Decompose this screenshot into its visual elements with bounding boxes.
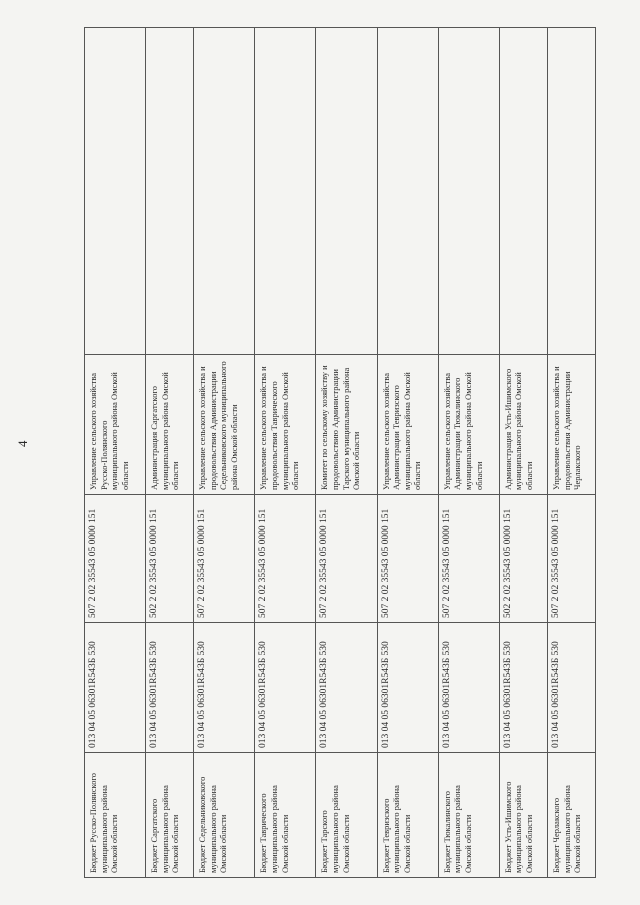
empty-cell xyxy=(377,28,438,355)
empty-cell xyxy=(547,28,595,355)
budget-cell: Бюджет Тевризского муниципального района Омской области xyxy=(377,753,438,878)
revenue-code-cell: 507 2 02 35543 05 0000 151 xyxy=(316,495,377,623)
table-row xyxy=(255,28,316,878)
organization-cell: Управление сельского хозяйства Русско-Полянского муниципального района Омской области xyxy=(85,355,146,495)
revenue-code-cell: 507 2 02 35543 05 0000 151 xyxy=(85,495,146,623)
organization-cell: Управление сельского хозяйства и продовольствия Таврического муниципального района Омской области xyxy=(255,355,316,495)
budget-code-cell: 013 04 05 06301R543Б 530 xyxy=(377,623,438,753)
table-row xyxy=(146,28,194,878)
budget-code-cell: 013 04 05 06301R543Б 530 xyxy=(438,623,499,753)
budget-cell: Бюджет Седельниковского муниципального района Омской области xyxy=(194,753,255,878)
organization-cell: Управление сельского хозяйства и продовольствия Администрации Черлакского xyxy=(547,355,595,495)
revenue-code-cell: 502 2 02 35543 05 0000 151 xyxy=(146,495,194,623)
budget-cell: Бюджет Русско-Полянского муниципального района Омской области xyxy=(85,753,146,878)
organization-cell: Администрация Усть-Ишимского муниципального района Омской области xyxy=(499,355,547,495)
table-row xyxy=(85,28,146,878)
budget-code-cell: 013 04 05 06301R543Б 530 xyxy=(194,623,255,753)
empty-cell xyxy=(316,28,377,355)
budget-table xyxy=(84,27,596,878)
empty-cell xyxy=(499,28,547,355)
empty-cell xyxy=(85,28,146,355)
budget-cell: Бюджет Тюкалинского муниципального района Омской области xyxy=(438,753,499,878)
budget-code-cell: 013 04 05 06301R543Б 530 xyxy=(146,623,194,753)
budget-code-cell: 013 04 05 06301R543Б 530 xyxy=(316,623,377,753)
table-row xyxy=(547,28,595,878)
budget-code-cell: 013 04 05 06301R543Б 530 xyxy=(85,623,146,753)
empty-cell xyxy=(146,28,194,355)
revenue-code-cell: 507 2 02 35543 05 0000 151 xyxy=(255,495,316,623)
empty-cell xyxy=(438,28,499,355)
organization-cell: Комитет по сельскому хозяйству и продовольствию Администрации Тарского муниципального района Омской области xyxy=(316,355,377,495)
budget-cell: Бюджет Черлакского муниципального района Омской области xyxy=(547,753,595,878)
organization-cell: Управление сельского хозяйства и продовольствия Администрации Седельниковского муниципального района Омской области xyxy=(194,355,255,495)
revenue-code-cell: 507 2 02 35543 05 0000 151 xyxy=(438,495,499,623)
budget-cell: Бюджет Таврического муниципального района Омской области xyxy=(255,753,316,878)
budget-code-cell: 013 04 05 06301R543Б 530 xyxy=(547,623,595,753)
empty-cell xyxy=(194,28,255,355)
revenue-code-cell: 502 2 02 35543 05 0000 151 xyxy=(499,495,547,623)
table-row xyxy=(316,28,377,878)
organization-cell: Администрация Саргатского муниципального района Омской области xyxy=(146,355,194,495)
table-row xyxy=(438,28,499,878)
rotated-table-wrapper xyxy=(84,28,596,878)
budget-cell: Бюджет Усть-Ишимского муниципального района Омской области xyxy=(499,753,547,878)
table-row xyxy=(377,28,438,878)
revenue-code-cell: 507 2 02 35543 05 0000 151 xyxy=(547,495,595,623)
budget-cell: Бюджет Саргатского муниципального района Омской области xyxy=(146,753,194,878)
table-body xyxy=(85,28,596,878)
table-row xyxy=(499,28,547,878)
organization-cell: Управление сельского хозяйства Администрации Тюкалинского муниципального района Омской области xyxy=(438,355,499,495)
table-row xyxy=(194,28,255,878)
budget-code-cell: 013 04 05 06301R543Б 530 xyxy=(499,623,547,753)
organization-cell: Управление сельского хозяйства Администрации Тевризского муниципального района Омской области xyxy=(377,355,438,495)
revenue-code-cell: 507 2 02 35543 05 0000 151 xyxy=(194,495,255,623)
budget-code-cell: 013 04 05 06301R543Б 530 xyxy=(255,623,316,753)
budget-cell: Бюджет Тарского муниципального района Омской области xyxy=(316,753,377,878)
page-number: 4 xyxy=(15,440,30,447)
revenue-code-cell: 507 2 02 35543 05 0000 151 xyxy=(377,495,438,623)
empty-cell xyxy=(255,28,316,355)
